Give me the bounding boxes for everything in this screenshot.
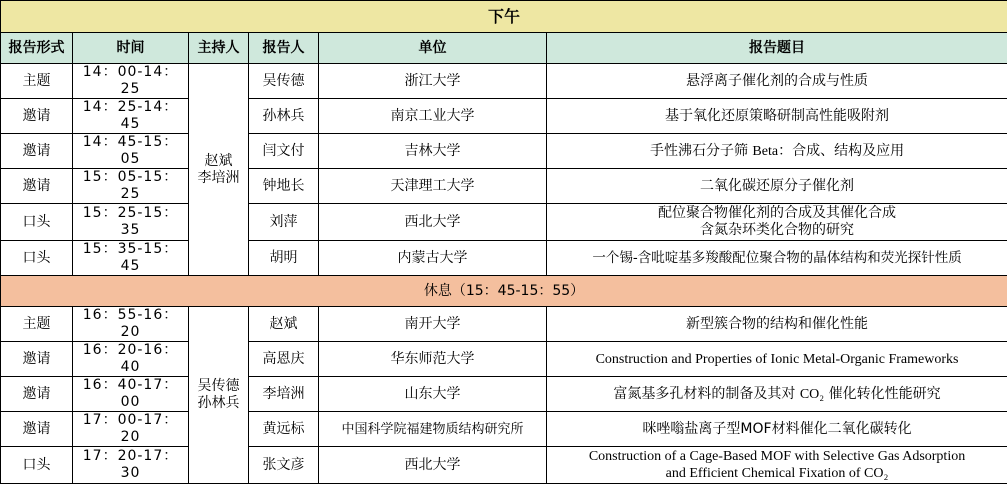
- speaker-cell: 黄远标: [249, 412, 319, 447]
- speaker-cell: 孙林兵: [249, 99, 319, 134]
- topic-cell: 咪唑嗡盐离子型MOF材料催化二氧化碳转化: [547, 412, 1007, 447]
- time-cell: 15：35-15：45: [73, 241, 189, 276]
- time-cell: 15：05-15：25: [73, 169, 189, 204]
- table-row: [1, 134, 1007, 169]
- unit-cell: 西北大学: [319, 447, 547, 484]
- unit-cell: 天津理工大学: [319, 169, 547, 204]
- break-row: [1, 276, 1007, 307]
- table-row: [1, 99, 1007, 134]
- speaker-cell: 闫文付: [249, 134, 319, 169]
- host-name: 孙林兵: [193, 395, 244, 412]
- topic-text: 手性沸石分子筛: [650, 143, 752, 159]
- format-cell: 口头: [1, 241, 73, 276]
- format-cell: 邀请: [1, 377, 73, 412]
- table-row: [1, 307, 1007, 342]
- topic-cell: [547, 204, 1007, 241]
- table-row: [1, 377, 1007, 412]
- speaker-cell: 胡明: [249, 241, 319, 276]
- topic-cell: 一个锡-含吡啶基多羧酸配位聚合物的晶体结构和荧光探针性质: [547, 241, 1007, 276]
- header-time: 时间: [73, 33, 189, 64]
- topic-cell: Construction and Properties of Ionic Metal-Organic Frameworks: [547, 342, 1007, 377]
- topic-latin: Beta: [752, 144, 778, 159]
- unit-cell: 内蒙古大学: [319, 241, 547, 276]
- time-cell: 16：20-16：40: [73, 342, 189, 377]
- format-cell: 口头: [1, 447, 73, 484]
- table-row: [1, 342, 1007, 377]
- format-cell: 邀请: [1, 342, 73, 377]
- unit-cell: 华东师范大学: [319, 342, 547, 377]
- speaker-cell: 赵斌: [249, 307, 319, 342]
- session-title: 下午: [1, 1, 1007, 33]
- unit-cell: 山东大学: [319, 377, 547, 412]
- host-name: 李培洲: [193, 170, 244, 187]
- host-cell: [189, 64, 249, 276]
- unit-cell: 浙江大学: [319, 64, 547, 99]
- header-topic: 报告题目: [547, 33, 1007, 64]
- host-name: 赵斌: [193, 153, 244, 170]
- title-row: [1, 1, 1007, 33]
- speaker-cell: 吴传德: [249, 64, 319, 99]
- topic-cell: 悬浮离子催化剂的合成与性质: [547, 64, 1007, 99]
- table-row: [1, 241, 1007, 276]
- time-cell: 14：00-14：25: [73, 64, 189, 99]
- topic-cell: [547, 447, 1007, 484]
- format-cell: 邀请: [1, 99, 73, 134]
- table-row: [1, 412, 1007, 447]
- topic-line: 含氮杂环类化合物的研究: [551, 222, 1003, 239]
- time-cell: 16：55-16：20: [73, 307, 189, 342]
- header-speaker: 报告人: [249, 33, 319, 64]
- table-row: [1, 64, 1007, 99]
- topic-cell: 二氧化碳还原分子催化剂: [547, 169, 1007, 204]
- table-row: [1, 447, 1007, 484]
- time-cell: 16：40-17：00: [73, 377, 189, 412]
- speaker-cell: 刘萍: [249, 204, 319, 241]
- topic-cell: [547, 134, 1007, 169]
- host-name: 吴传德: [193, 378, 244, 395]
- unit-cell: 南京工业大学: [319, 99, 547, 134]
- unit-cell: 中国科学院福建物质结构研究所: [319, 412, 547, 447]
- topic-cell: 新型簇合物的结构和催化性能: [547, 307, 1007, 342]
- speaker-cell: 钟地长: [249, 169, 319, 204]
- time-cell: 14：25-14：45: [73, 99, 189, 134]
- header-row: [1, 33, 1007, 64]
- header-unit: 单位: [319, 33, 547, 64]
- format-cell: 邀请: [1, 169, 73, 204]
- host-cell: [189, 307, 249, 484]
- speaker-cell: 张文彦: [249, 447, 319, 484]
- topic-text: ：合成、结构及应用: [778, 143, 904, 159]
- header-format: 报告形式: [1, 33, 73, 64]
- table-row: [1, 169, 1007, 204]
- format-cell: 主题: [1, 307, 73, 342]
- time-cell: 17：00-17：20: [73, 412, 189, 447]
- topic-line: Construction of a Cage-Based MOF with Selective Gas Adsorption: [551, 448, 1003, 465]
- time-cell: 15：25-15：35: [73, 204, 189, 241]
- time-cell: 17：20-17：30: [73, 447, 189, 484]
- unit-cell: 西北大学: [319, 204, 547, 241]
- speaker-cell: 李培洲: [249, 377, 319, 412]
- unit-cell: 南开大学: [319, 307, 547, 342]
- format-cell: 口头: [1, 204, 73, 241]
- format-cell: 邀请: [1, 134, 73, 169]
- topic-line: 配位聚合物催化剂的合成及其催化合成: [551, 205, 1003, 222]
- table-row: [1, 204, 1007, 241]
- unit-cell: 吉林大学: [319, 134, 547, 169]
- topic-line: and Efficient Chemical Fixation of CO₂: [551, 465, 1003, 482]
- break-label: 休息（15：45-15：55）: [1, 276, 1007, 307]
- header-host: 主持人: [189, 33, 249, 64]
- topic-cell: [547, 377, 1007, 412]
- topic-text: 催化转化性能研究: [824, 386, 940, 402]
- speaker-cell: 高恩庆: [249, 342, 319, 377]
- topic-text: 富氮基多孔材料的制备及其对: [613, 386, 799, 402]
- format-cell: 主题: [1, 64, 73, 99]
- time-cell: 14：45-15：05: [73, 134, 189, 169]
- topic-cell: 基于氧化还原策略研制高性能吸附剂: [547, 99, 1007, 134]
- topic-latin: CO₂: [800, 387, 824, 402]
- format-cell: 邀请: [1, 412, 73, 447]
